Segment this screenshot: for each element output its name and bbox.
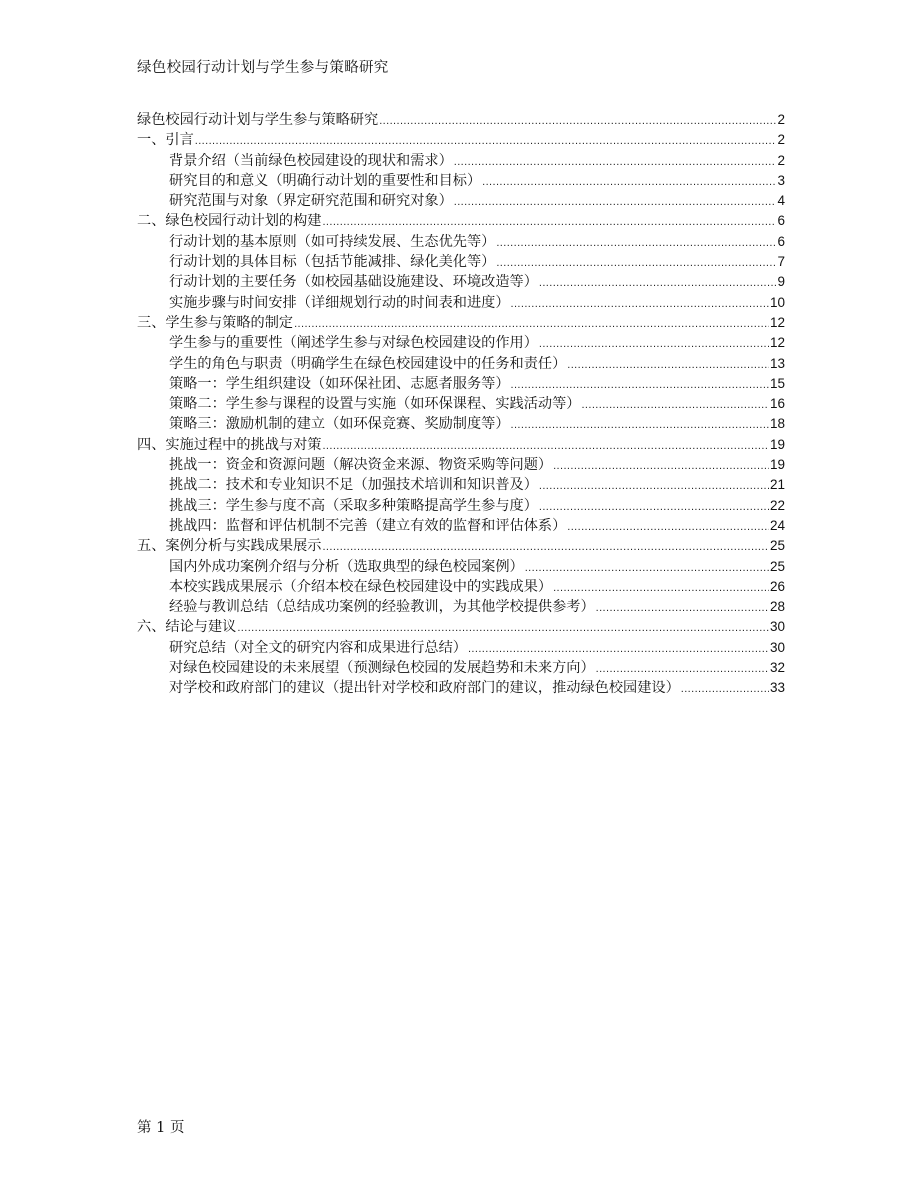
toc-entry-page-number: 30 [769, 639, 785, 655]
toc-leader-dots [596, 659, 769, 679]
toc-entry-page-number: 25 [769, 538, 785, 554]
toc-entry[interactable] [137, 678, 785, 698]
page-header-title: 绿色校园行动计划与学生参与策略研究 [137, 60, 389, 76]
toc-entry-title: 学生参与的重要性（阐述学生参与对绿色校园建设的作用） [169, 335, 538, 352]
toc-entry[interactable] [137, 475, 785, 495]
toc-leader-dots [581, 395, 769, 415]
toc-leader-dots [322, 212, 776, 232]
toc-entry-page-number: 2 [777, 112, 785, 127]
toc-leader-dots [379, 111, 776, 131]
toc-entry-page-number: 10 [769, 294, 785, 310]
toc-leader-dots [511, 415, 769, 435]
toc-entry-page-number: 12 [769, 314, 785, 330]
toc-entry-page-number: 30 [769, 619, 785, 635]
toc-entry-page-number: 7 [777, 254, 785, 270]
toc-entry-page-number: 15 [769, 375, 785, 391]
toc-entry[interactable] [137, 617, 785, 637]
toc-entry[interactable] [137, 374, 785, 394]
toc-entry-title: 国内外成功案例介绍与分析（选取典型的绿色校园案例） [169, 558, 524, 575]
toc-entry-title: 研究范围与对象（界定研究范围和研究对象） [169, 193, 453, 210]
toc-entry[interactable] [137, 496, 785, 516]
toc-leader-dots [511, 375, 769, 395]
toc-entry[interactable] [137, 435, 785, 455]
toc-entry-page-number: 24 [769, 517, 785, 533]
toc-entry[interactable] [137, 191, 785, 211]
toc-leader-dots [553, 456, 769, 476]
toc-entry-title: 研究目的和意义（明确行动计划的重要性和目标） [169, 172, 482, 189]
toc-entry[interactable] [137, 110, 785, 130]
toc-entry-title: 学生的角色与职责（明确学生在绿色校园建设中的任务和责任） [169, 355, 567, 372]
toc-entry-page-number: 25 [769, 558, 785, 574]
toc-leader-dots [539, 476, 769, 496]
toc-entry[interactable] [137, 658, 785, 678]
toc-leader-dots [553, 578, 769, 598]
toc-leader-dots [294, 314, 769, 334]
toc-entry[interactable] [137, 597, 785, 617]
toc-leader-dots [496, 233, 776, 253]
toc-leader-dots [567, 517, 769, 537]
toc-leader-dots [454, 192, 777, 212]
toc-leader-dots [468, 639, 769, 659]
toc-entry-title: 策略二：学生参与课程的设置与实施（如环保课程、实践活动等） [169, 396, 581, 413]
toc-entry-title: 策略三：激励机制的建立（如环保竞赛、奖励制度等） [169, 416, 510, 433]
toc-entry[interactable] [137, 638, 785, 658]
toc-entry-title: 行动计划的主要任务（如校园基础设施建设、环境改造等） [169, 274, 538, 291]
toc-leader-dots [482, 172, 776, 192]
toc-entry-title: 经验与教训总结（总结成功案例的经验教训，为其他学校提供参考） [169, 599, 595, 616]
toc-entry-page-number: 9 [777, 274, 785, 290]
toc-leader-dots [539, 273, 777, 293]
toc-entry-title: 研究总结（对全文的研究内容和成果进行总结） [169, 639, 467, 656]
toc-entry[interactable] [137, 577, 785, 597]
toc-entry-page-number: 3 [777, 172, 785, 188]
toc-entry-page-number: 19 [769, 457, 785, 473]
toc-entry-title: 策略一：学生组织建设（如环保社团、志愿者服务等） [169, 375, 510, 392]
toc-entry-page-number: 2 [777, 152, 785, 168]
toc-entry-title: 行动计划的具体目标（包括节能减排、绿化美化等） [169, 254, 496, 271]
toc-leader-dots [195, 131, 777, 151]
toc-entry-title: 挑战四：监督和评估机制不完善（建立有效的监督和评估体系） [169, 517, 567, 534]
toc-entry-page-number: 33 [769, 680, 785, 696]
toc-leader-dots [496, 253, 776, 273]
toc-leader-dots [681, 679, 769, 699]
table-of-contents [137, 110, 785, 699]
toc-entry-title: 实施步骤与时间安排（详细规划行动的时间表和进度） [169, 294, 510, 311]
toc-entry[interactable] [137, 333, 785, 353]
toc-entry[interactable] [137, 313, 785, 333]
toc-entry-title: 二、绿色校园行动计划的构建 [137, 213, 322, 230]
toc-entry[interactable] [137, 171, 785, 191]
toc-entry[interactable] [137, 536, 785, 556]
toc-entry[interactable] [137, 293, 785, 313]
toc-entry-title: 背景介绍（当前绿色校园建设的现状和需求） [169, 152, 453, 169]
toc-leader-dots [454, 152, 777, 172]
toc-leader-dots [511, 294, 769, 314]
toc-entry-page-number: 4 [777, 193, 785, 209]
toc-entry-title: 绿色校园行动计划与学生参与策略研究 [137, 112, 379, 128]
toc-entry[interactable] [137, 130, 785, 150]
toc-leader-dots [322, 436, 769, 456]
toc-entry-page-number: 12 [769, 335, 785, 351]
toc-entry[interactable] [137, 211, 785, 231]
toc-entry-page-number: 6 [777, 233, 785, 249]
toc-entry-page-number: 6 [777, 213, 785, 229]
toc-entry[interactable] [137, 414, 785, 434]
toc-entry-page-number: 32 [769, 660, 785, 676]
toc-leader-dots [567, 355, 769, 375]
toc-entry-title: 挑战一：资金和资源问题（解决资金来源、物资采购等问题） [169, 457, 553, 474]
toc-entry-title: 三、学生参与策略的制定 [137, 314, 294, 331]
toc-entry-title: 对绿色校园建设的未来展望（预测绿色校园的发展趋势和未来方向） [169, 660, 595, 677]
toc-entry[interactable] [137, 557, 785, 577]
toc-entry-page-number: 16 [769, 396, 785, 412]
toc-entry[interactable] [137, 516, 785, 536]
toc-entry-title: 行动计划的基本原则（如可持续发展、生态优先等） [169, 233, 496, 250]
toc-entry-page-number: 22 [769, 497, 785, 513]
toc-entry-title: 四、实施过程中的挑战与对策 [137, 436, 322, 453]
toc-entry[interactable] [137, 354, 785, 374]
page-number-footer: 第 1 页 [137, 1120, 185, 1136]
toc-entry-title: 对学校和政府部门的建议（提出针对学校和政府部门的建议，推动绿色校园建设） [169, 680, 680, 697]
toc-entry[interactable] [137, 394, 785, 414]
toc-leader-dots [539, 497, 769, 517]
toc-entry-title: 本校实践成果展示（介绍本校在绿色校园建设中的实践成果） [169, 578, 553, 595]
toc-leader-dots [596, 598, 769, 618]
toc-entry[interactable] [137, 455, 785, 475]
toc-entry-title: 一、引言 [137, 132, 194, 149]
toc-entry[interactable] [137, 272, 785, 292]
toc-entry-title: 五、案例分析与实践成果展示 [137, 538, 322, 555]
toc-leader-dots [237, 618, 769, 638]
toc-leader-dots [539, 334, 769, 354]
toc-leader-dots [322, 537, 769, 557]
toc-entry-page-number: 2 [777, 132, 785, 148]
toc-leader-dots [525, 558, 769, 578]
toc-entry-page-number: 21 [769, 477, 785, 493]
toc-entry-title: 六、结论与建议 [137, 619, 237, 636]
toc-entry-page-number: 28 [769, 599, 785, 615]
toc-entry[interactable] [137, 232, 785, 252]
toc-entry-page-number: 19 [769, 436, 785, 452]
toc-entry-page-number: 26 [769, 578, 785, 594]
toc-entry[interactable] [137, 151, 785, 171]
toc-entry-title: 挑战三：学生参与度不高（采取多种策略提高学生参与度） [169, 497, 538, 514]
toc-entry-title: 挑战二：技术和专业知识不足（加强技术培训和知识普及） [169, 477, 538, 494]
toc-entry-page-number: 18 [769, 416, 785, 432]
toc-entry-page-number: 13 [769, 355, 785, 371]
toc-entry[interactable] [137, 252, 785, 272]
